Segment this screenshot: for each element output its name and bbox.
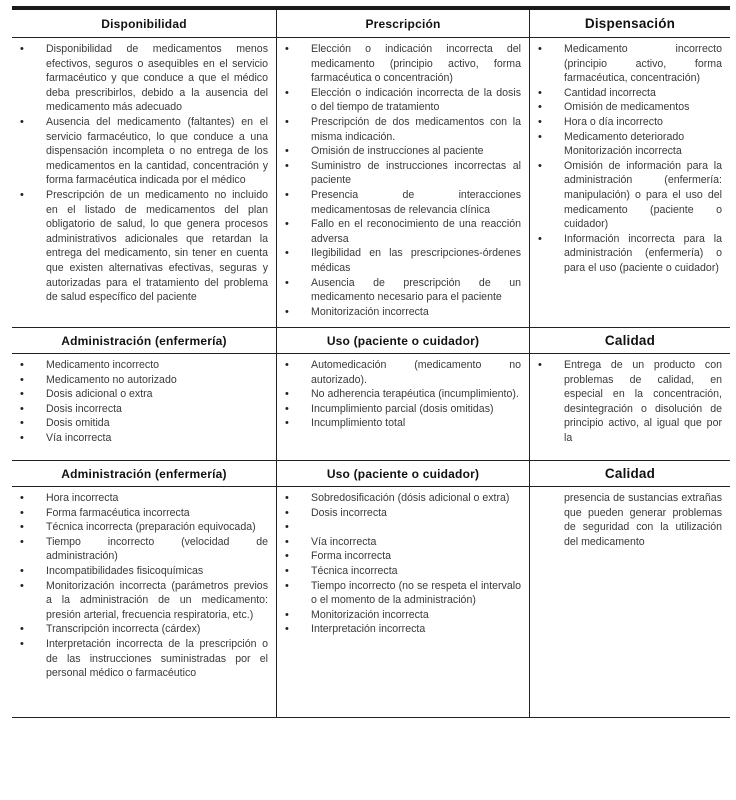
- calidad-cell: [530, 354, 730, 460]
- list-item: • Automedicación (medicamento no autorizado).: [283, 358, 521, 387]
- list-item: • Medicamento incorrecto (principio activo, forma farmacéutica, concentración): [536, 42, 722, 86]
- list-item: • Dosis omitida: [18, 416, 268, 431]
- list-item: • Omisión de medicamentos: [536, 100, 722, 115]
- list-item: • Dosis adicional o extra: [18, 387, 268, 402]
- dispensacion-list: [536, 42, 722, 276]
- list-item: • Interpretación incorrecta: [283, 622, 521, 637]
- list-item: • Hora o día incorrecto: [536, 115, 722, 130]
- list-item: • Fallo en el reconocimiento de una reacción adversa: [283, 217, 521, 246]
- list-item: • Forma farmacéutica incorrecta: [18, 506, 268, 521]
- list-item: • Prescripción de dos medicamentos con la misma indicación.: [283, 115, 521, 144]
- list-item: Monitorización incorrecta: [564, 145, 682, 158]
- uso-list-2: [283, 491, 521, 637]
- list-item: • Disponibilidad de medicamentos menos efectivos, seguros o asequibles en el servicio farmacéutico y que conduce a que el médico deba prescribirlos, debido a la ausencia del medicamento más adecuado: [18, 42, 268, 115]
- calidad-cell-2: [530, 487, 730, 717]
- medication-error-table: [12, 6, 730, 718]
- list-item: • Técnica incorrecta: [283, 564, 521, 579]
- list-item: • Medicamento incorrecto: [18, 358, 268, 373]
- section-2-header-row: [12, 328, 730, 354]
- list-item: • No adherencia terapéutica (incumplimiento).: [283, 387, 521, 402]
- prescripcion-list: [283, 42, 521, 319]
- header-calidad: Calidad: [530, 328, 730, 354]
- list-item: • Vía incorrecta: [283, 535, 521, 550]
- list-item: • Tiempo incorrecto (no se respeta el intervalo o el momento de la administración): [283, 579, 521, 608]
- administracion-list-2: [18, 491, 268, 681]
- header-uso-2: Uso (paciente o cuidador): [277, 461, 530, 487]
- prescripcion-cell: [277, 38, 530, 327]
- dispensacion-cell: [530, 38, 730, 327]
- list-item: • Interpretación incorrecta de la prescripción o de las instrucciones suministradas por el personal médico o farmacéutico: [18, 637, 268, 681]
- list-item: • Prescripción de un medicamento no incluido en el listado de medicamentos del plan obligatorio de salud, lo que genera procesos administrativos adicionales que retardan la entrega del medicamento, sin tener en cuenta que existen alternativas efectivas, seguras y autorizadas para el tratamiento del problema de salud específico del paciente: [18, 188, 268, 305]
- uso-cell-2: [277, 487, 530, 717]
- list-item: • Monitorización incorrecta (parámetros previos a la administración de un medicamento: presión arterial, frecuencia respiratoria, etc.): [18, 579, 268, 623]
- list-item: • Cantidad incorrecta: [536, 86, 722, 101]
- list-item: • Forma incorrecta: [283, 549, 521, 564]
- header-dispensacion: Dispensación: [530, 10, 730, 38]
- list-item: • Presencia de interacciones medicamentosas de relevancia clínica: [283, 188, 521, 217]
- list-item: • Omisión de instrucciones al paciente: [283, 144, 521, 159]
- administracion-cell: [12, 354, 277, 460]
- calidad-list: [536, 358, 722, 446]
- header-administracion-2: Administración (enfermería): [12, 461, 277, 487]
- list-item: • Incumplimiento total: [283, 416, 521, 431]
- header-disponibilidad: Disponibilidad: [12, 10, 277, 38]
- header-calidad-2: Calidad: [530, 461, 730, 487]
- list-item: • Incumplimiento parcial (dosis omitidas): [283, 402, 521, 417]
- uso-list: [283, 358, 521, 431]
- list-item: • Elección o indicación incorrecta de la dosis o del tiempo de tratamiento: [283, 86, 521, 115]
- list-item: • Hora incorrecta: [18, 491, 268, 506]
- list-item: • Dosis incorrecta: [283, 506, 521, 521]
- list-item: • Omisión de información para la administración (enfermería: manipulación) o para el uso del medicamento (paciente o cuidador): [536, 159, 722, 232]
- administracion-list: [18, 358, 268, 446]
- administracion-cell-2: [12, 487, 277, 717]
- list-item: • Elección o indicación incorrecta del medicamento (principio activo, forma farmacéutica o concentración): [283, 42, 521, 86]
- list-item: • Vía incorrecta: [18, 431, 268, 446]
- list-item: • Suministro de instrucciones incorrectas al paciente: [283, 159, 521, 188]
- list-item: • Incompatibilidades fisicoquímicas: [18, 564, 268, 579]
- list-item: • Ausencia de prescripción de un medicamento necesario para el paciente: [283, 276, 521, 305]
- calidad-continued-text: presencia de sustancias extrañas que pueden generar problemas de seguridad con la utilización del medicamento: [564, 492, 722, 548]
- list-item: • Monitorización incorrecta: [283, 305, 521, 320]
- section-1-body-row: [12, 38, 730, 328]
- section-2-body-row: [12, 354, 730, 461]
- header-administracion: Administración (enfermería): [12, 328, 277, 354]
- list-item: • Ilegibilidad en las prescripciones-órdenes médicas: [283, 246, 521, 275]
- disponibilidad-cell: [12, 38, 277, 327]
- list-item: • Sobredosificación (dósis adicional o extra): [283, 491, 521, 506]
- list-item: • Medicamento no autorizado: [18, 373, 268, 388]
- section-1-header-row: [12, 10, 730, 38]
- list-item: • Técnica incorrecta (preparación equivocada): [18, 520, 268, 535]
- header-prescripcion: Prescripción: [277, 10, 530, 38]
- list-item: • Monitorización incorrecta: [283, 608, 521, 623]
- list-item: • Tiempo incorrecto (velocidad de administración): [18, 535, 268, 564]
- disponibilidad-list: [18, 42, 268, 305]
- header-uso: Uso (paciente o cuidador): [277, 328, 530, 354]
- list-item: • Dosis incorrecta: [18, 402, 268, 417]
- uso-cell: [277, 354, 530, 460]
- list-item: • Ausencia del medicamento (faltantes) en el servicio farmacéutico, lo que conduce a una dispensación incompleta o no entrega de los medicamentos en la cantidad, concentración y forma farmacéutica indicada por el médico: [18, 115, 268, 188]
- list-item: • Medicamento deteriorado: [536, 130, 722, 145]
- list-item: • Transcripción incorrecta (cárdex): [18, 622, 268, 637]
- section-3-header-row: [12, 461, 730, 487]
- list-item: • Información incorrecta para la administración (enfermería) o para el uso (paciente o cuidador): [536, 232, 722, 276]
- list-item: [283, 520, 521, 535]
- section-3-body-row: [12, 487, 730, 718]
- list-item: • Entrega de un producto con problemas de calidad, en especial en la concentración, desintegración o disolución de principio activo, al igual que por la: [536, 358, 722, 446]
